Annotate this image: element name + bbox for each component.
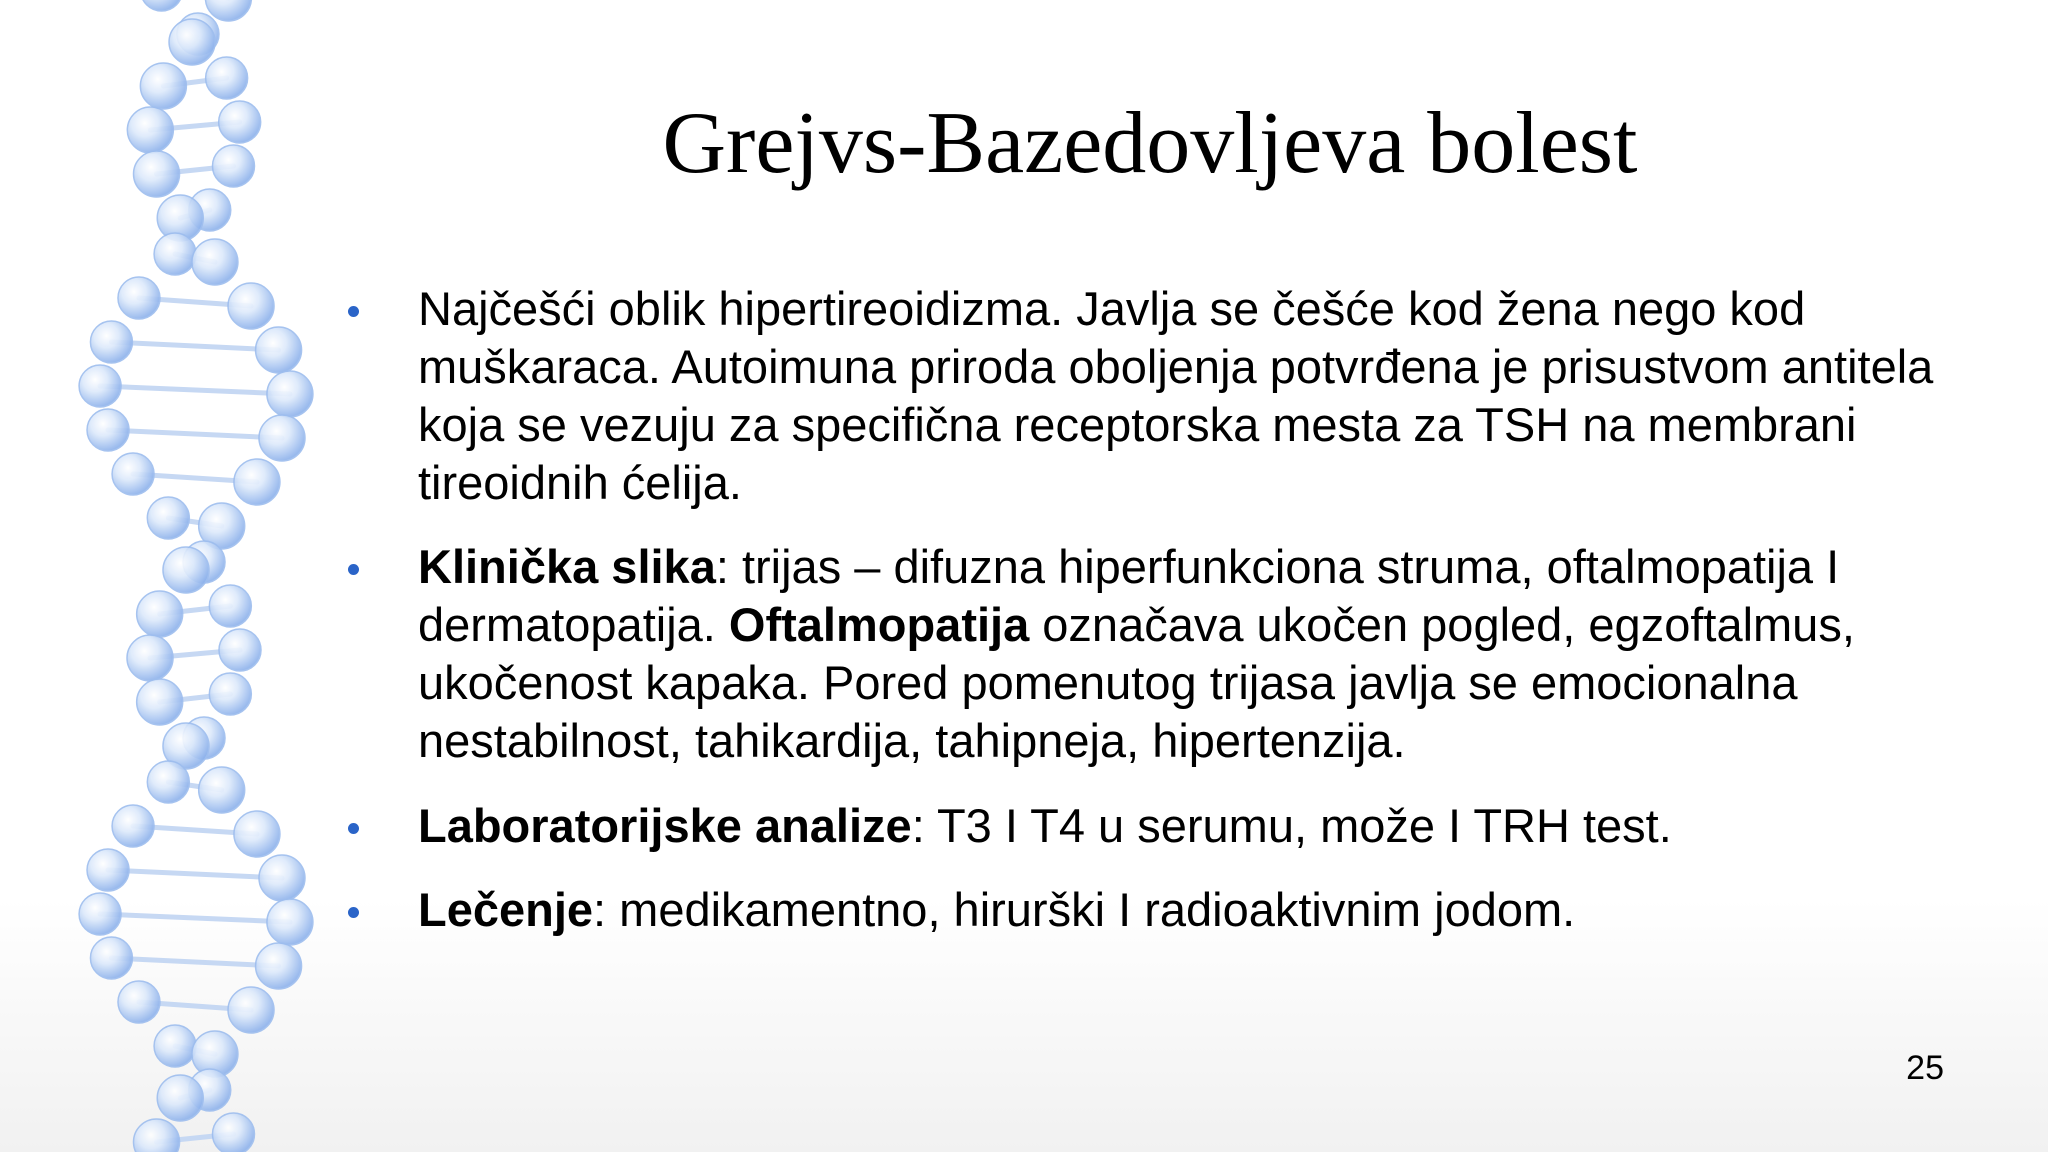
bullet-dot-icon [348,564,359,575]
bullet-bold-term: Oftalmopatija [728,598,1030,651]
bullet-bold-term: Lečenje [418,883,594,936]
dna-bead [137,679,183,725]
dna-bead [140,63,186,109]
bullet-list [348,280,1968,963]
dna-bead [112,453,154,495]
dna-rung [111,342,278,350]
bullet-item [348,280,1968,512]
bullet-dot-icon [348,823,359,834]
dna-rung [108,430,282,438]
bullet-text: Najčešći oblik hipertireoidizma. Javlja se češće kod žena nego kod muškaraca. Autoimuna priroda oboljenja potvrđena je prisustvom antitela koja se vezuju za specifična receptorska mesta za TSH na membrani tireoidnih ćelija. [418,282,1934,509]
bullet-item [348,538,1968,770]
dna-bead [256,327,302,373]
dna-bead [212,145,254,187]
dna-bead [169,19,215,65]
dna-bead [267,371,313,417]
dna-bead [157,1075,203,1121]
dna-bead [259,855,305,901]
bullet-dot-icon [348,306,359,317]
bullet-item [348,797,1968,855]
dna-bead [209,585,251,627]
dna-bead [234,811,280,857]
dna-bead [267,899,313,945]
dna-bead [154,233,196,275]
dna-rung [100,386,290,394]
dna-bead [90,321,132,363]
bullet-text: : T3 I T4 u serumu, može I TRH test. [911,799,1672,852]
dna-bead [147,497,189,539]
dna-bead [79,893,121,935]
bullet-text: : trijas – difuzna hiperfunkciona struma, oftalmopatija I dermatopatija. [418,540,1840,651]
dna-bead [134,1119,180,1152]
bullet-text: : medikamentno, hirurški I radioaktivnim jodom. [593,883,1576,936]
dna-bead [212,1113,254,1152]
bullet-item [348,881,1968,939]
dna-rung [108,870,282,878]
dna-bead [127,635,173,681]
page-number: 25 [1906,1049,1944,1087]
dna-bead [163,547,209,593]
dna-bead [118,981,160,1023]
dna-bead [234,459,280,505]
slide-title: Grejvs-Bazedovljeva bolest [662,95,1638,192]
dna-bead [192,239,238,285]
dna-bead [87,409,129,451]
dna-bead [90,937,132,979]
dna-bead [259,415,305,461]
bullet-text: označava ukočen pogled, egzoftalmus, ukočenost kapaka. Pored pomenutog trijasa javlja se emocionalna nestabilnost, tahikardija, tahipneja, hipertenzija. [418,598,1855,767]
bullet-bold-term: Laboratorijske analize [418,799,912,852]
dna-bead [256,943,302,989]
dna-rung [111,958,278,966]
dna-bead [134,151,180,197]
dna-bead [87,849,129,891]
bullet-dot-icon [348,907,359,918]
dna-bead [209,673,251,715]
dna-bead [154,1025,196,1067]
dna-bead [79,365,121,407]
dna-bead [206,57,248,99]
dna-bead [112,805,154,847]
dna-bead [137,591,183,637]
dna-bead [199,767,245,813]
dna-bead [141,0,183,11]
dna-bead [118,277,160,319]
dna-bead [219,629,261,671]
dna-bead [228,987,274,1033]
dna-bead [147,761,189,803]
dna-bead [127,107,173,153]
dna-helix-decoration [0,0,340,1152]
dna-rung [100,914,290,922]
dna-bead [219,101,261,143]
bullet-bold-term: Klinička slika [418,540,716,593]
dna-bead [228,283,274,329]
